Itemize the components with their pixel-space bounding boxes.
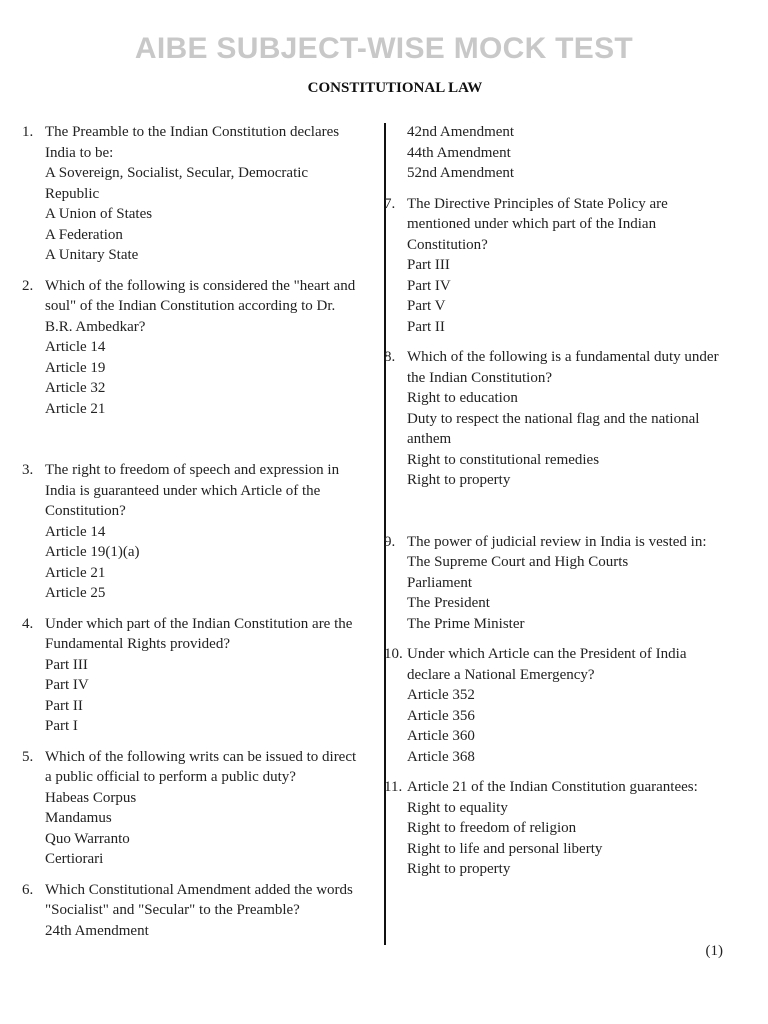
option: Right to education (407, 390, 518, 406)
question-3 (22, 460, 362, 604)
option: Part III (407, 257, 450, 273)
option: Article 360 (407, 728, 475, 744)
option: Right to life and personal liberty (407, 840, 603, 857)
question-text: The right to freedom of speech and expression in India is guaranteed under which Article of the Constitution? (45, 462, 340, 519)
option: Right to equality (407, 799, 508, 816)
option: Part IV (407, 277, 451, 294)
question-6-continued (384, 122, 730, 184)
question-number: 2. (22, 277, 34, 294)
page-title: AIBE SUBJECT-WISE MOCK TEST (134, 32, 634, 65)
option: Article 368 (407, 748, 475, 765)
left-column (22, 122, 362, 951)
question-number: 7. (384, 195, 396, 212)
question-9 (384, 532, 730, 635)
option: Part V (407, 298, 446, 314)
question-text: The Preamble to the Indian Constitution declares India to be: (45, 124, 340, 161)
option: The Prime Minister (407, 615, 525, 632)
question-text: The Directive Principles of State Policy are mentioned under which part of the Indian Constitution? (407, 195, 668, 253)
option: 52nd Amendment (407, 165, 515, 181)
option: Mandamus (45, 810, 112, 826)
option: A Federation (45, 226, 123, 243)
option: A Unitary State (45, 247, 139, 263)
question-text: The power of judicial review in India is vested in: (407, 533, 707, 550)
option: 42nd Amendment (407, 124, 515, 140)
option: Parliament (407, 574, 472, 591)
option: Article 14 (45, 339, 106, 355)
question-number: 3. (22, 462, 34, 478)
question-number: 11. (384, 779, 403, 795)
option: Part I (45, 718, 78, 734)
option: Duty to respect the national flag and the national anthem (407, 410, 700, 447)
question-text: Which of the following is considered the "heart and soul" of the Indian Constitution according to Dr. B.R. Ambedkar? (45, 277, 356, 335)
option: Quo Warranto (45, 830, 130, 847)
option: Article 19(1)(a) (45, 544, 140, 560)
question-number: 9. (384, 533, 396, 550)
option: Right to constitutional remedies (407, 451, 600, 468)
option: Certiorari (45, 851, 104, 867)
question-2 (22, 276, 362, 420)
option: Habeas Corpus (45, 789, 137, 806)
option: Article 19 (45, 359, 106, 376)
option: The President (407, 595, 490, 611)
option: Part II (407, 318, 445, 335)
question-number: 10. (384, 646, 403, 662)
option: Right to freedom of religion (407, 820, 577, 836)
option: Part IV (45, 677, 89, 693)
question-number: 1. (22, 124, 34, 140)
question-text: Which Constitutional Amendment added the words "Socialist" and "Secular" to the Preamble? (45, 881, 353, 918)
option: Part II (45, 697, 83, 714)
right-column (384, 122, 730, 890)
option: Part III (45, 656, 88, 673)
question-number: 8. (384, 349, 396, 365)
option: A Sovereign, Socialist, Secular, Democratic Republic (45, 165, 309, 202)
question-7 (384, 194, 730, 338)
option: Right to property (407, 861, 511, 877)
option: Article 352 (407, 687, 475, 703)
page-number: (1) (705, 943, 723, 959)
question-5 (22, 747, 362, 870)
option: The Supreme Court and High Courts (407, 554, 629, 570)
section-title: CONSTITUTIONAL LAW (307, 80, 483, 96)
question-number: 4. (22, 615, 34, 632)
option: Article 356 (407, 707, 475, 724)
option: A Union of States (45, 206, 153, 222)
question-4 (22, 614, 362, 737)
option: Article 21 (45, 400, 106, 417)
option: 44th Amendment (407, 144, 511, 161)
option: Article 25 (45, 585, 106, 601)
question-number: 5. (22, 748, 34, 765)
question-text: Which of the following is a fundamental duty under the Indian Constitution? (407, 349, 719, 386)
option: Article 14 (45, 523, 106, 540)
question-text: Under which Article can the President of India declare a National Emergency? (407, 646, 687, 683)
option: Article 32 (45, 380, 106, 396)
question-text: Which of the following writs can be issued to direct a public official to perform a public duty? (45, 748, 357, 785)
option: Right to property (407, 472, 511, 488)
question-8 (384, 347, 730, 491)
question-number: 6. (22, 881, 34, 898)
option: 24th Amendment (45, 922, 149, 939)
question-text: Article 21 of the Indian Constitution guarantees: (407, 779, 698, 795)
option: Article 21 (45, 564, 106, 581)
question-6 (22, 880, 362, 942)
question-1 (22, 122, 362, 266)
question-11 (384, 777, 730, 880)
question-10 (384, 644, 730, 767)
question-text: Under which part of the Indian Constitution are the Fundamental Rights provided? (45, 615, 353, 652)
